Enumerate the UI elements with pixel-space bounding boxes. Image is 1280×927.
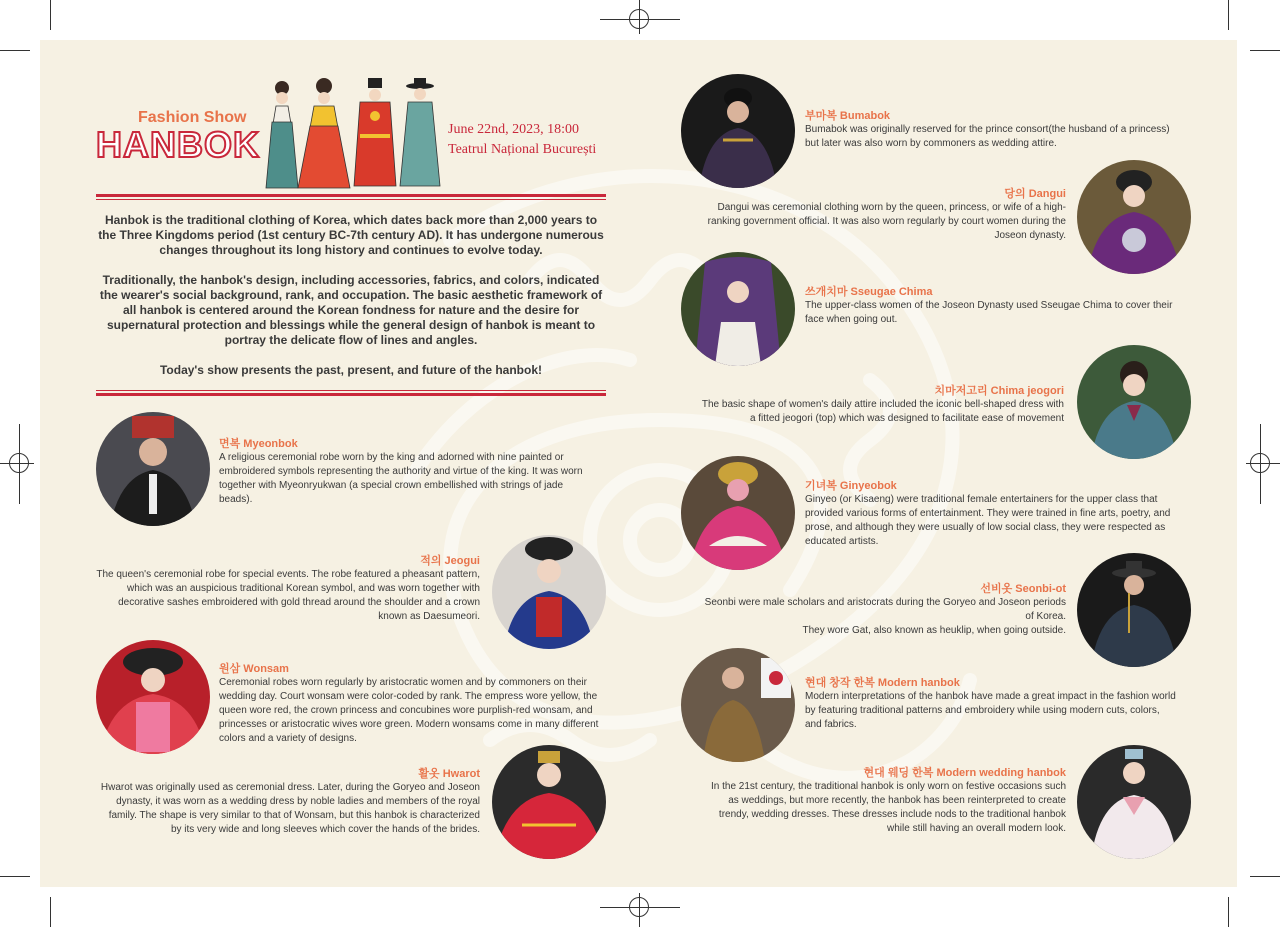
item-description: Ceremonial robes worn regularly by aristocratic women and by commoners on their wedding day. Court wonsam were color-coded by rank. The empress wore yellow, the queen wore red, the crown princess and concubines wore purplish-red wonsam, and princesses or aristocratic wives wore green. Modern wonsams come in many different colors and a variety of designs. xyxy=(219,677,599,744)
intro-paragraph: Today's show presents the past, present, and future of the hanbok! xyxy=(159,363,542,377)
event-title: HANBOK xyxy=(96,124,260,165)
item-chima-jeogori xyxy=(700,385,1064,426)
registration-circle xyxy=(9,453,29,473)
item-description: Hwarot was originally used as ceremonial dress. Later, during the Goryeo and Joseon dynasty, it was worn as a wedding dress by noble ladies and members of the royal family. The shape is very similar to that of Wonsam, but this hanbok is characterized by its very wide and long sleeves which cover the hands of the brides. xyxy=(100,782,480,835)
item-ginyeobok xyxy=(805,480,1180,549)
item-seonbi-ot xyxy=(700,583,1066,638)
photo-modern-wedding-hanbok xyxy=(1077,745,1191,859)
item-title: 활옷 Hwarot xyxy=(418,768,480,780)
photo-jeogui xyxy=(492,535,606,649)
item-title: 원삼 Wonsam xyxy=(219,663,289,675)
item-wonsam xyxy=(219,663,599,746)
photo-seonbi-ot xyxy=(1077,553,1191,667)
registration-circle xyxy=(1250,453,1270,473)
item-dangui xyxy=(700,188,1066,243)
photo-modern-hanbok xyxy=(681,648,795,762)
event-venue: Teatrul Național București xyxy=(448,142,597,157)
item-description: In the 21st century, the traditional hanbok is only worn on festive occasions such as weddings, but more recently, the hanbok has been reinterpreted to create trendy, wedding dresses. These dresses include nods to the traditional hanbok while still having an overall modern look. xyxy=(710,781,1066,834)
item-description: They wore Gat, also known as heuklip, when going outside. xyxy=(802,625,1066,636)
item-myeonbok xyxy=(219,438,599,507)
crop-mark xyxy=(1228,897,1229,927)
item-description: Seonbi were male scholars and aristocrats during the Goryeo and Joseon periods of Korea. xyxy=(704,597,1066,622)
crop-mark xyxy=(1228,0,1229,30)
item-description: Modern interpretations of the hanbok have made a great impact in the fashion world by featuring traditional patterns and embroidery while using modern cuts, colors, and fabrics. xyxy=(805,691,1176,730)
item-modern-hanbok xyxy=(805,677,1177,732)
item-title: 현대 웨딩 한복 Modern wedding hanbok xyxy=(863,767,1066,779)
crop-mark xyxy=(1250,50,1280,51)
item-description: The queen's ceremonial robe for special events. The robe featured a pheasant pattern, which was an auspicious traditional Korean symbol, and was worn together with decorative sashes embroidered with gold thread around the shoulder and a crown known as Daesumeori. xyxy=(96,569,480,622)
photo-bumabok xyxy=(681,74,795,188)
item-description: The basic shape of women's daily attire included the iconic bell-shaped dress with a fitted jeogori (top) which was designed to facilitate ease of movement xyxy=(701,399,1064,424)
photo-wonsam xyxy=(96,640,210,754)
crop-mark xyxy=(0,876,30,877)
item-jeogui xyxy=(96,555,480,624)
item-description: Bumabok was originally reserved for the prince consort(the husband of a princess) but later was also worn by commoners as wedding attire. xyxy=(805,124,1170,149)
item-title: 면복 Myeonbok xyxy=(219,438,298,450)
event-info xyxy=(448,120,596,160)
photo-hwarot xyxy=(492,745,606,859)
crop-mark xyxy=(0,50,30,51)
photo-ginyeobok xyxy=(681,456,795,570)
item-bumabok xyxy=(805,110,1175,151)
item-title: 부마복 Bumabok xyxy=(805,110,891,122)
photo-myeonbok xyxy=(96,412,210,526)
intro-text xyxy=(96,213,606,393)
item-modern-wedding-hanbok xyxy=(700,767,1066,836)
item-title: 당의 Dangui xyxy=(1004,188,1066,200)
divider-bottom xyxy=(96,390,606,396)
registration-circle xyxy=(629,897,649,917)
registration-circle xyxy=(629,9,649,29)
item-sseugae-chima xyxy=(805,286,1175,327)
item-title: 치마저고리 Chima jeogori xyxy=(934,385,1064,397)
item-title: 적의 Jeogui xyxy=(420,555,480,567)
item-description: A religious ceremonial robe worn by the king and adorned with nine painted or embroidered symbols representing the authority and virtue of the king. It was worn together with Myeonryukwan (a special crown embellished with strings of jade beads). xyxy=(219,452,583,505)
item-description: Dangui was ceremonial clothing worn by the queen, princess, or wife of a high-ranking government official. It was also worn regularly by court women during the Joseon dynasty. xyxy=(707,202,1066,241)
intro-paragraph: Hanbok is the traditional clothing of Korea, which dates back more than 2,000 years to the Three Kingdoms period (1st century BC-7th century AD). It has undergone numerous changes throughout its long history and continues to evolve today. xyxy=(98,213,604,257)
item-title: 쓰개치마 Sseugae Chima xyxy=(805,286,933,298)
item-title: 선비옷 Seonbi-ot xyxy=(980,583,1066,595)
item-hwarot xyxy=(96,768,480,837)
event-date: June 22nd, 2023, 18:00 xyxy=(448,122,580,137)
photo-chima-jeogori xyxy=(1077,345,1191,459)
event-subtitle: Fashion Show xyxy=(138,109,247,126)
item-description: Ginyeo (or Kisaeng) were traditional female entertainers for the upper class that provided various forms of entertainment. They were trained in fine arts, poetry, and prose, and although they were usually of low social class, they were respected as educated artists. xyxy=(805,494,1171,547)
crop-mark xyxy=(50,0,51,30)
divider-top xyxy=(96,194,606,200)
crop-mark xyxy=(1250,876,1280,877)
hanbok-figures-icon xyxy=(262,76,442,192)
photo-dangui xyxy=(1077,160,1191,274)
photo-sseugae-chima xyxy=(681,252,795,366)
item-title: 현대 창작 한복 Modern hanbok xyxy=(805,677,960,689)
crop-mark xyxy=(50,897,51,927)
intro-paragraph: Traditionally, the hanbok's design, including accessories, fabrics, and colors, indicated the wearer's social background, rank, and occupation. The basic aesthetic framework of all hanbok is centered around the Korean fondness for nature and the desire for supernatural protection and blessings while the general design of hanbok is meant to portray the delicate flow of lines and angles. xyxy=(99,273,603,347)
item-title: 기녀복 Ginyeobok xyxy=(805,480,897,492)
item-description: The upper-class women of the Joseon Dynasty used Sseugae Chima to cover their face when going out. xyxy=(805,300,1173,325)
